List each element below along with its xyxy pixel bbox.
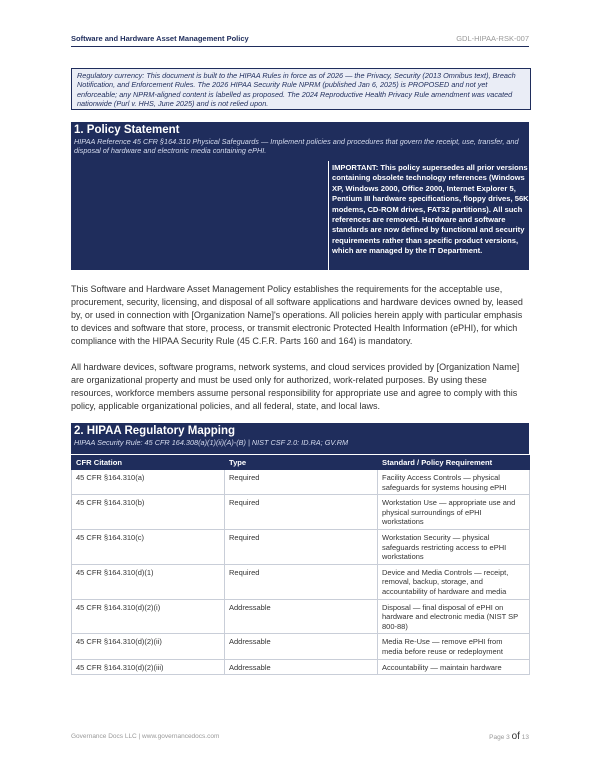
policy-paragraph-1: This Software and Hardware Asset Management Policy establishes the requirements for the acceptable use, procurement, security, licensing, and disposal of all software applications and hardware devices owned by, leased by, or used in connection with [Organization Name]'s operations. All policies herein apply with particular emphasis to devices and software that store, process, or transmit electronic Protected Health Information (ePHI), for which compliance with the HIPAA Security Rule (45 C.F.R. Parts 160 and 164) is mandatory.	[71, 284, 523, 346]
cell-requirement: Workstation Security — physical safeguards restricting access to ePHI workstations	[378, 529, 530, 564]
cell-requirement: Disposal — final disposal of ePHI on hardware and electronic media (NIST SP 800-88)	[378, 599, 530, 634]
cell-type: Required	[225, 495, 378, 530]
column-header-requirement: Standard / Policy Requirement	[378, 456, 530, 470]
cell-type: Required	[225, 564, 378, 599]
table-row	[72, 634, 530, 659]
page-label: Page	[489, 734, 505, 741]
cell-requirement: Workstation Use — appropriate use and physical surroundings of ePHI workstations	[378, 495, 530, 530]
cell-citation: 45 CFR §164.310(a)	[72, 470, 225, 495]
column-header-citation: CFR Citation	[72, 456, 225, 470]
cell-citation: 45 CFR §164.310(b)	[72, 495, 225, 530]
section-1-reference: HIPAA Reference 45 CFR §164.310 Physical Safeguards — Implement policies and procedures that govern the receipt, use, transfer, and disposal of hardware and electronic media containing ePHI.	[74, 137, 519, 155]
cell-type: Addressable	[225, 599, 378, 634]
cell-requirement: Device and Media Controls — receipt, removal, backup, storage, and accountability of hardware and media	[378, 564, 530, 599]
section-2-heading	[71, 423, 529, 454]
section-1-heading	[71, 122, 529, 161]
cell-type: Addressable	[225, 634, 378, 659]
footer-company: Governance Docs LLC | www.governancedocs.com	[71, 733, 220, 740]
cell-requirement: Facility Access Controls — physical safeguards for systems housing ePHI	[378, 470, 530, 495]
important-note: IMPORTANT: This policy supersedes all prior versions containing obsolete technology references (Windows XP, Windows 2000, Office 2000, Internet Explorer 5, Pentium III hardware specifications, floppy drives, 56K modems, CD-ROM drives, FAT32 partitions). All such references are removed. Hardware and software standards are now defined by functional and security requirements rather than specific product versions, which are managed by the IT Department.	[328, 161, 531, 270]
section-2-title: 2. HIPAA Regulatory Mapping	[74, 425, 236, 437]
page-number	[489, 731, 529, 742]
cell-citation: 45 CFR §164.310(d)(2)(iii)	[72, 659, 225, 675]
cell-citation: 45 CFR §164.310(d)(2)(ii)	[72, 634, 225, 659]
table-row	[72, 599, 530, 634]
regulatory-currency-notice: Regulatory currency: This document is built to the HIPAA Rules in force as of 2026 — the Privacy, Security (2013 Omnibus text), Breach Notification, and Enforcement Rules. The 2026 HIPAA Security Rule NPRM (published Jan 6, 2025) is PROPOSED and not yet enforceable; any NPRM-aligned content is labelled as proposed. The 2024 Reproductive Health Privacy Rule amendment was vacated nationwide (Purl v. HHS, June 2025) and is not relied upon.	[71, 68, 531, 110]
cell-type: Addressable	[225, 659, 378, 675]
table-row	[72, 659, 530, 675]
cell-requirement: Media Re-Use — remove ePHI from media before reuse or redeployment	[378, 634, 530, 659]
page-of: of	[511, 731, 520, 742]
document-code: GDL-HIPAA-RSK-007	[456, 34, 529, 43]
page-total: 13	[521, 734, 529, 741]
table-row	[72, 564, 530, 599]
cell-requirement: Accountability — maintain hardware	[378, 659, 530, 675]
header-title: Software and Hardware Asset Management Policy	[71, 34, 249, 43]
policy-paragraph-2: All hardware devices, software programs, network systems, and cloud services provided by [Organization Name] are organizational property and must be used only for authorized, work-related purposes. By using these resources, workforce members assume personal responsibility for appropriate use and agree to comply with this policy, applicable organizational policies, and all federal, state, and local laws.	[71, 362, 520, 411]
section-1-title: 1. Policy Statement	[74, 124, 180, 136]
table-row	[72, 529, 530, 564]
cell-type: Required	[225, 529, 378, 564]
regulatory-mapping-table	[71, 455, 530, 675]
column-header-type: Type	[225, 456, 378, 470]
page-header	[71, 34, 529, 47]
cell-citation: 45 CFR §164.310(c)	[72, 529, 225, 564]
table-row	[72, 470, 530, 495]
page-current: 3	[506, 734, 510, 741]
cell-type: Required	[225, 470, 378, 495]
table-header-row	[72, 456, 530, 470]
section-2-reference: HIPAA Security Rule: 45 CFR 164.308(a)(1)(ii)(A)-(B) | NIST CSF 2.0: ID.RA; GV.RM	[74, 438, 349, 447]
important-callout	[71, 161, 529, 270]
table-row	[72, 495, 530, 530]
cell-citation: 45 CFR §164.310(d)(2)(i)	[72, 599, 225, 634]
cell-citation: 45 CFR §164.310(d)(1)	[72, 564, 225, 599]
